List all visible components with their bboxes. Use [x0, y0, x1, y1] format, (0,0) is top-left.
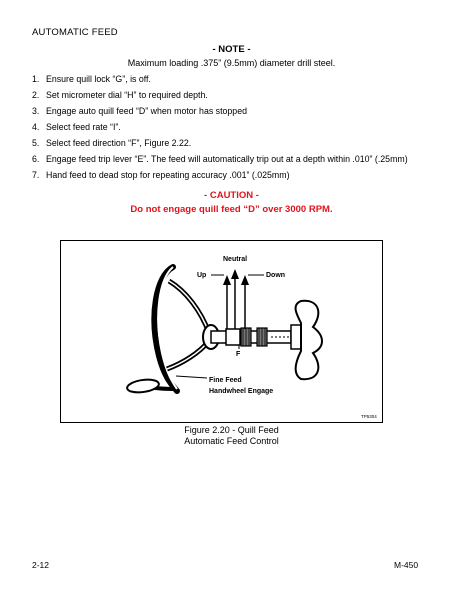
step-text: Select feed rate “I”. [46, 122, 121, 132]
step-item [32, 137, 436, 150]
step-number: 4. [32, 122, 40, 132]
step-item [32, 153, 436, 166]
step-number: 1. [32, 74, 40, 84]
step-number: 3. [32, 106, 40, 116]
step-text: Engage feed trip lever “E”. The feed will automatically trip out at a depth within .010” (.25mm) [46, 154, 408, 164]
label-neutral: Neutral [223, 256, 248, 263]
step-text: Set micrometer dial “H” to required depth. [46, 90, 208, 100]
up-arrowhead [223, 275, 231, 285]
down-arrowhead [241, 275, 249, 285]
caption-line-1: Figure 2.20 - Quill Feed [184, 425, 279, 435]
neutral-arrowhead [231, 269, 239, 279]
handwheel-spoke-lower [167, 341, 209, 369]
step-item [32, 89, 436, 102]
quill-feed-figure [60, 240, 383, 423]
figure-code: TP5304 [361, 414, 377, 419]
page-number: 2-12 [32, 560, 50, 570]
step-text: Engage auto quill feed “D” when motor has stopped [46, 106, 247, 116]
quill-feed-illustration [61, 241, 382, 422]
handwheel-spoke-upper [169, 281, 209, 333]
label-fine-feed: Fine Feed [209, 377, 242, 384]
label-f: F [236, 351, 241, 358]
step-item [32, 169, 436, 182]
step-text: Ensure quill lock “G”, is off. [46, 74, 151, 84]
clutch-collar [226, 329, 240, 345]
handwheel-spoke-upper-hl [169, 281, 209, 333]
step-text: Hand feed to dead stop for repeating accuracy .001” (.025mm) [46, 170, 290, 180]
lever-stem [291, 325, 301, 349]
step-number: 5. [32, 138, 40, 148]
label-handwheel-engage: Handwheel Engage [209, 388, 274, 395]
step-item [32, 105, 436, 118]
label-up: Up [197, 272, 207, 279]
fine-feed-leader [176, 376, 207, 378]
step-number: 6. [32, 154, 40, 164]
figure-caption [0, 425, 463, 447]
caution-text: Do not engage quill feed “D” over 3000 RPM. [130, 204, 333, 215]
note-title: - NOTE - [212, 44, 251, 55]
section-title: AUTOMATIC FEED [32, 27, 118, 38]
instruction-steps [32, 73, 436, 185]
step-number: 2. [32, 90, 40, 100]
step-number: 7. [32, 170, 40, 180]
model-number: M-450 [394, 560, 419, 570]
handwheel-grip [126, 378, 159, 394]
note-text: Maximum loading .375” (9.5mm) diameter drill steel. [127, 58, 336, 68]
step-text: Select feed direction “F”, Figure 2.22. [46, 138, 192, 148]
step-item [32, 121, 436, 134]
caption-line-2: Automatic Feed Control [184, 436, 279, 446]
caution-title: - CAUTION - [204, 190, 259, 201]
step-item [32, 73, 436, 86]
label-down: Down [266, 272, 286, 279]
